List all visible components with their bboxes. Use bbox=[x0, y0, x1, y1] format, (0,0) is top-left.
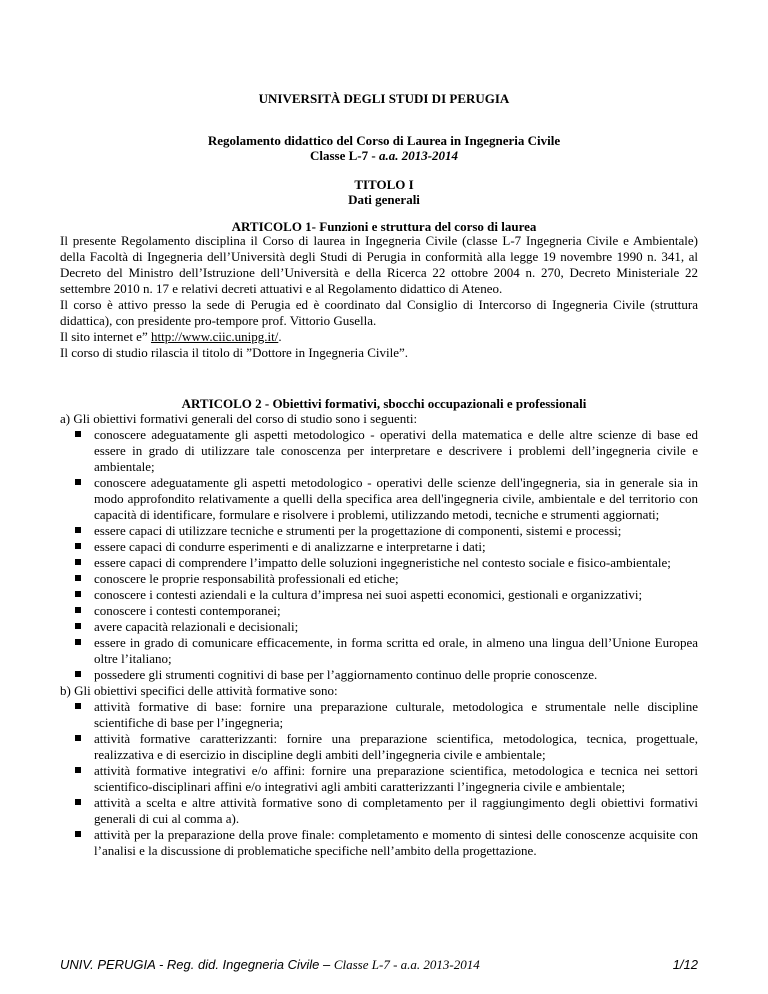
article-1-paragraph-1: Il presente Regolamento disciplina il Corso di laurea in Ingegneria Civile (classe L-7 Ingegneria Civile e Ambientale) della Facoltà di Ingegneria dell’Università degli Studi di Perugia in conformità alla legge 19 novembre 1990 n. 341, al Decreto del Ministro dell’Istruzione dell’Università e della Ricerca 22 ottobre 2004 n. 270, Decreto Ministeriale 22 settembre 2010 n. 17 e relativi decreti attuativi e al Regolamento didattico di Ateneo. bbox=[60, 233, 698, 296]
regulation-title: Regolamento didattico del Corso di Laurea in Ingegneria Civile bbox=[207, 133, 561, 148]
list-item: conoscere i contesti aziendali e la cultura d’impresa nei suoi aspetti economici, gestionali e organizzativi; bbox=[60, 587, 698, 603]
list-item: essere capaci di condurre esperimenti e di analizzarne e interpretarne i dati; bbox=[60, 539, 698, 555]
objectives-general-list bbox=[60, 427, 698, 683]
objectives-specific-list bbox=[60, 699, 698, 859]
list-item: avere capacità relazionali e decisionali; bbox=[60, 619, 698, 635]
titolo-subtitle: Dati generali bbox=[348, 192, 420, 207]
footer-left-serif: Classe L-7 - a.a. 2013-2014 bbox=[333, 957, 480, 972]
academic-year: a.a. 2013-2014 bbox=[378, 148, 459, 163]
list-item: essere in grado di comunicare efficacemente, in forma scritta ed orale, in almeno una lingua dell’Unione Europea oltre l’italiano; bbox=[60, 635, 698, 667]
list-item: attività a scelta e altre attività formative sono di completamento per il raggiungimento degli obiettivi formativi generali di cui al comma a). bbox=[60, 795, 698, 827]
list-item: attività formative caratterizzanti: fornire una preparazione scientifica, metodologica, tecnica, progettuale, realizzativa e di esercizio in discipline degli ambiti dell’ingegneria civile e ambientale; bbox=[60, 731, 698, 763]
website-suffix: . bbox=[278, 329, 282, 344]
website-prefix: Il sito internet e” bbox=[60, 329, 151, 344]
article-1-paragraph-2: Il corso è attivo presso la sede di Perugia ed è coordinato dal Consiglio di Intercorso di Ingegneria Civile (struttura didattica), con presidente pro-tempore prof. Vittorio Gusella. bbox=[60, 297, 698, 328]
university-heading: UNIVERSITÀ DEGLI STUDI DI PERUGIA bbox=[258, 91, 510, 106]
footer-left-sans: UNIV. PERUGIA - Reg. did. Ingegneria Civile – bbox=[60, 957, 334, 972]
website-link[interactable]: http://www.ciic.unipg.it/ bbox=[150, 329, 279, 344]
page-footer bbox=[60, 957, 698, 973]
list-item: attività formative di base: fornire una preparazione culturale, metodologica e strumentale nelle discipline scientifiche di base per l’ingegneria; bbox=[60, 699, 698, 731]
class-line bbox=[0, 148, 768, 163]
list-item: essere capaci di utilizzare tecniche e strumenti per la progettazione di componenti, sistemi e processi; bbox=[60, 523, 698, 539]
article-2-body bbox=[60, 411, 698, 859]
page-number: 1/12 bbox=[672, 957, 698, 972]
footer-left bbox=[60, 957, 480, 972]
article-1-paragraph-4: Il corso di studio rilascia il titolo di ”Dottore in Ingegneria Civile”. bbox=[60, 345, 409, 360]
titolo-number: TITOLO I bbox=[354, 177, 414, 192]
list-item: attività per la preparazione della prove finale: completamento e momento di sintesi delle conoscenze acquisite con l’analisi e la discussione di problematiche specifiche nell’ambito della progettazione. bbox=[60, 827, 698, 859]
list-item: possedere gli strumenti cognitivi di base per l’aggiornamento continuo delle proprie conoscenze. bbox=[60, 667, 698, 683]
list-item: essere capaci di comprendere l’impatto delle soluzioni ingegneristiche nel contesto sociale e fisico-ambientale; bbox=[60, 555, 698, 571]
list-item: conoscere adeguatamente gli aspetti metodologico - operativi delle scienze dell'ingegneria, sia in generale sia in modo approfondito relativamente a quelli della specifica area dell'ingegneria civile, ambientale e del territorio con capacità di identificare, formulare e risolvere i problemi, utilizzando metodi, tecniche e strumenti aggiornati; bbox=[60, 475, 698, 523]
objectives-general-intro: a) Gli obiettivi formativi generali del corso di studio sono i seguenti: bbox=[60, 411, 418, 426]
list-item: conoscere adeguatamente gli aspetti metodologico - operativi della matematica e delle altre scienze di base ed essere in grado di utilizzare tale conoscenza per interpretare e descrivere i problemi dell’ingegneria civile e ambientale; bbox=[60, 427, 698, 475]
list-item: attività formative integrativi e/o affini: fornire una preparazione scientifica, metodologica e tecnica nei settori scientifico-disciplinari affini e/o integrativi agli ambiti caratterizzanti l’ingegneria civile e ambientale; bbox=[60, 763, 698, 795]
article-1-body bbox=[60, 233, 698, 361]
article-2-heading: ARTICOLO 2 - Obiettivi formativi, sbocchi occupazionali e professionali bbox=[181, 396, 587, 411]
article-1-website-line bbox=[60, 329, 698, 345]
list-item: conoscere i contesti contemporanei; bbox=[60, 603, 698, 619]
objectives-specific-intro: b) Gli obiettivi specifici delle attività formative sono: bbox=[60, 683, 338, 698]
article-1-heading: ARTICOLO 1- Funzioni e struttura del corso di laurea bbox=[231, 219, 537, 234]
class-label: Classe L-7 - bbox=[309, 148, 379, 163]
list-item: conoscere le proprie responsabilità professionali ed etiche; bbox=[60, 571, 698, 587]
